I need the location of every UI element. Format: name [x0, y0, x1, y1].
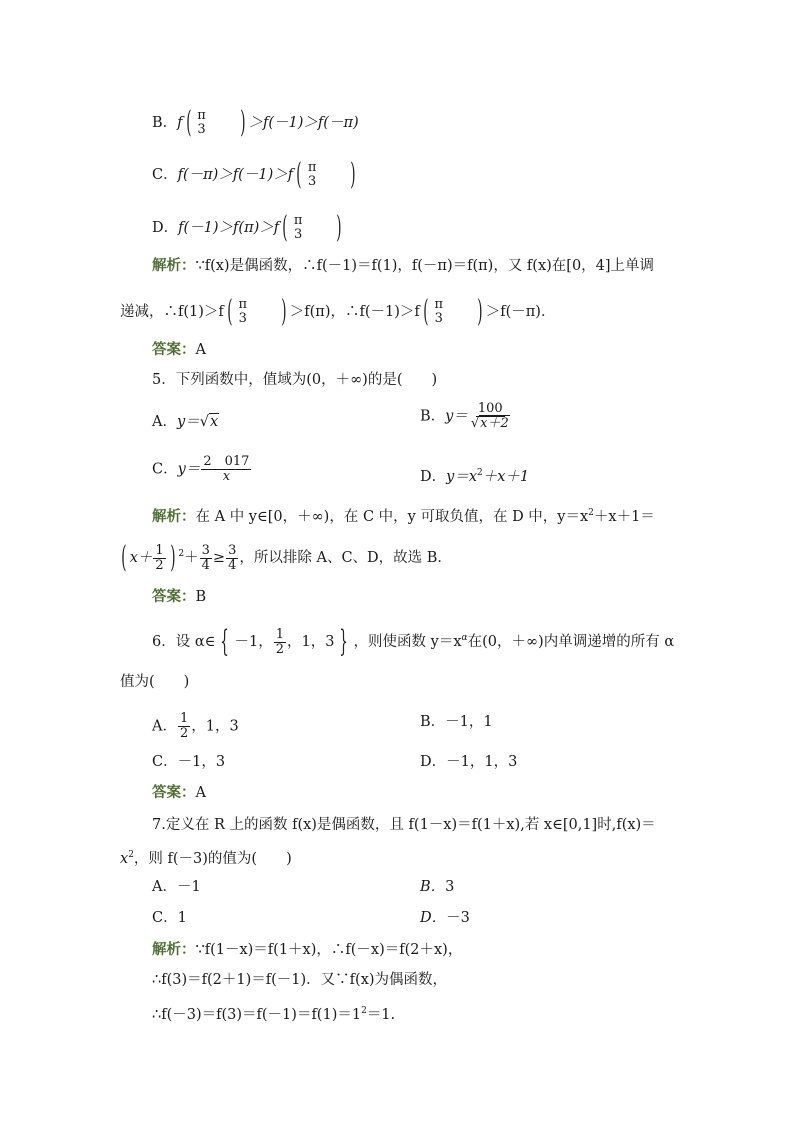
fraction-numerator: π [434, 297, 444, 312]
right-paren: ) [350, 157, 356, 192]
right-paren: ) [281, 294, 287, 329]
q5-option-d [420, 463, 529, 487]
fraction-denominator: x [222, 469, 231, 484]
option-text: －1，1 [445, 714, 493, 730]
fraction-denominator: 2 [275, 641, 284, 657]
fraction-numerator: π [197, 108, 206, 123]
option-text: y＝ [445, 408, 468, 425]
option-label: A． [152, 414, 177, 430]
option-label: C． [152, 910, 178, 926]
q6-option-a [152, 712, 239, 741]
option-label: C． [152, 754, 178, 770]
answer-label: 答案： [152, 588, 196, 605]
q6-option-c [152, 752, 225, 772]
option-label: C． [152, 167, 178, 183]
superscript: 2 [128, 850, 134, 860]
option-text: y＝ [176, 414, 200, 430]
option-text: 3 [445, 879, 455, 895]
option-label: D． [152, 220, 179, 236]
fraction [469, 402, 512, 431]
question-stem: ，则使函数 y＝x [353, 634, 462, 650]
q6-answer [152, 783, 206, 803]
superscript: 2 [588, 508, 594, 518]
fraction-numerator: π [307, 160, 317, 175]
fraction [201, 455, 251, 484]
fraction [153, 544, 165, 573]
right-paren: ) [477, 294, 483, 329]
left-paren: ( [227, 294, 233, 329]
sqrt-radicand: x＋2 [480, 416, 509, 431]
right-paren: ) [240, 105, 246, 140]
q5-option-b [420, 402, 513, 431]
solution-text: 递减，∴f(1)＞f [120, 304, 224, 320]
fraction-numerator: 3 [201, 542, 210, 558]
solution-text: x＋ [129, 550, 153, 566]
left-paren: ( [121, 540, 127, 575]
fraction-denominator: 2 [179, 726, 189, 741]
pi-over-3-fraction [237, 298, 250, 326]
fraction-numerator: 1 [155, 542, 164, 558]
question-stem: 5．下列函数中，值域为(0，＋∞)的是( ) [152, 372, 438, 388]
option-text: ＞f(－1)＞f(－π) [248, 115, 359, 131]
fraction-denominator: √x＋2 [470, 416, 509, 431]
option-text: y＝ [177, 461, 201, 478]
answer-value: A [195, 785, 206, 801]
superscript: α [461, 633, 468, 643]
fraction-denominator: 3 [197, 122, 206, 137]
option-label: B． [420, 408, 446, 425]
question-stem: ，1，3 [286, 634, 335, 650]
q6-stem-line2 [120, 672, 189, 692]
fraction [226, 544, 238, 573]
fraction-numerator: 100 [477, 401, 503, 416]
q4-option-c [152, 157, 359, 192]
right-brace: } [339, 624, 349, 659]
solution-label: 解析： [152, 257, 196, 274]
q7-solution-line2 [152, 970, 447, 990]
option-label: C． [152, 461, 178, 478]
fraction-denominator: 4 [201, 557, 210, 573]
q5-solution-line1 [152, 503, 655, 527]
left-paren: ( [282, 210, 288, 245]
q6-stem-line1 [152, 624, 675, 659]
fraction-numerator: π [293, 213, 303, 228]
option-label: B． [152, 115, 178, 131]
q7-option-d [420, 908, 470, 928]
superscript: 2 [178, 549, 185, 559]
fraction-denominator: 2 [155, 557, 164, 573]
answer-value: B [195, 589, 207, 605]
solution-text: ≥ [212, 550, 226, 566]
q4-answer [152, 340, 206, 360]
q6-option-d [420, 752, 517, 772]
q5-option-c [152, 455, 252, 484]
option-label: A． [152, 879, 177, 895]
q5-answer [152, 587, 206, 607]
fraction-denominator: 3 [238, 311, 247, 326]
q4-option-d [152, 210, 345, 245]
fraction-numerator: π [238, 297, 248, 312]
fraction-denominator: 3 [307, 174, 317, 189]
solution-text: ∵f(x)是偶函数，∴f(－1)＝f(1)，f(－π)＝f(π)，又 f(x)在[0，4]上单调 [195, 258, 655, 274]
option-text: y＝x [446, 469, 478, 485]
solution-text: ＞f(－π)． [485, 304, 556, 320]
solution-label: 解析： [152, 508, 196, 525]
option-text: ，1，3 [191, 718, 239, 735]
solution-text: ，所以排除 A、C、D，故选 B． [239, 550, 452, 566]
fraction-denominator: 3 [434, 311, 443, 326]
solution-text: ＋ [184, 550, 199, 566]
option-text: f(－π)＞f(－1)＞f [177, 167, 294, 183]
right-paren: ) [169, 540, 176, 575]
q7-stem-line1 [152, 815, 656, 835]
option-text: －1 [176, 879, 201, 895]
q7-stem-line2 [120, 845, 292, 869]
option-text: 1 [177, 910, 187, 926]
option-label: B． [420, 879, 446, 895]
question-stem: 6．设 α∈ [152, 634, 216, 650]
pi-over-3-fraction [432, 298, 445, 326]
fraction [274, 628, 286, 657]
q7-option-a [152, 877, 201, 897]
option-text: f [177, 115, 183, 131]
fraction-numerator: 1 [275, 626, 284, 642]
q7-solution-line3 [152, 1001, 395, 1025]
solution-text: ∵f(1－x)＝f(1＋x)，∴f(－x)＝f(2＋x)， [195, 942, 463, 958]
answer-label: 答案： [152, 341, 196, 358]
question-stem: x [120, 851, 129, 867]
sqrt-sign: √ [199, 414, 209, 430]
option-label: D． [420, 754, 447, 770]
question-stem: －1， [234, 634, 273, 650]
q5-option-a [152, 412, 219, 432]
left-paren: ( [296, 157, 302, 192]
fraction [200, 544, 212, 573]
fraction [178, 712, 190, 741]
pi-over-3-fraction [292, 214, 305, 242]
solution-text: ＝1. [366, 1007, 396, 1023]
option-text: －1，1，3 [446, 754, 518, 770]
solution-text: ∴f(－3)＝f(3)＝f(－1)＝f(1)＝1 [152, 1007, 362, 1023]
fraction-numerator: 2 017 [203, 454, 250, 469]
option-text: f(－1)＞f(π)＞f [178, 220, 280, 236]
fraction-numerator: 3 [228, 542, 237, 558]
left-brace: { [220, 624, 230, 659]
question-stem: ，则 f(－3)的值为( ) [133, 851, 292, 867]
superscript: 2 [361, 1006, 367, 1016]
sqrt-radicand: x [209, 414, 219, 430]
fraction-denominator: 3 [293, 227, 303, 242]
option-label: D． [420, 910, 447, 926]
q5-solution-line2 [118, 540, 452, 575]
q7-option-c [152, 908, 187, 928]
answer-label: 答案： [152, 784, 196, 801]
solution-text: ∴f(3)＝f(2＋1)＝f(－1)．又∵f(x)为偶函数， [152, 972, 448, 988]
q4-option-b [152, 105, 359, 140]
option-label: A． [152, 718, 177, 735]
superscript: 2 [477, 468, 483, 478]
question-stem: 7.定义在 R 上的函数 f(x)是偶函数，且 f(1－x)＝f(1＋x),若 x∈[0,1]时,f(x)＝ [152, 817, 656, 833]
q5-stem [152, 370, 437, 390]
question-stem: 值为( ) [120, 674, 190, 690]
q7-solution-line1 [152, 940, 462, 960]
option-text: －3 [446, 910, 470, 926]
option-text: －1，3 [177, 754, 226, 770]
pi-over-3-fraction [306, 161, 319, 189]
answer-value: A [195, 342, 206, 358]
fraction-numerator: 1 [179, 711, 189, 726]
question-stem: 在(0，＋∞)内单调递增的所有 α [467, 634, 675, 650]
left-paren: ( [185, 105, 192, 140]
pi-over-3-fraction [195, 109, 208, 137]
q6-option-b [420, 712, 493, 732]
solution-text: 在 A 中 y∈[0，＋∞)，在 C 中，y 可取负值，在 D 中，y＝x [195, 509, 589, 525]
solution-text: ＋x＋1＝ [593, 509, 655, 525]
q7-option-b [420, 877, 454, 897]
option-label: B． [420, 714, 446, 730]
left-paren: ( [422, 294, 429, 329]
solution-label: 解析： [152, 941, 196, 958]
option-label: D． [420, 469, 447, 485]
fraction-denominator: 4 [228, 557, 237, 573]
q4-solution-line1 [152, 256, 654, 276]
option-text: ＋x＋1 [482, 469, 530, 485]
solution-text: ＞f(π)，∴f(－1)＞f [289, 304, 420, 320]
right-paren: ) [336, 210, 342, 245]
q4-solution-line2 [120, 294, 556, 329]
